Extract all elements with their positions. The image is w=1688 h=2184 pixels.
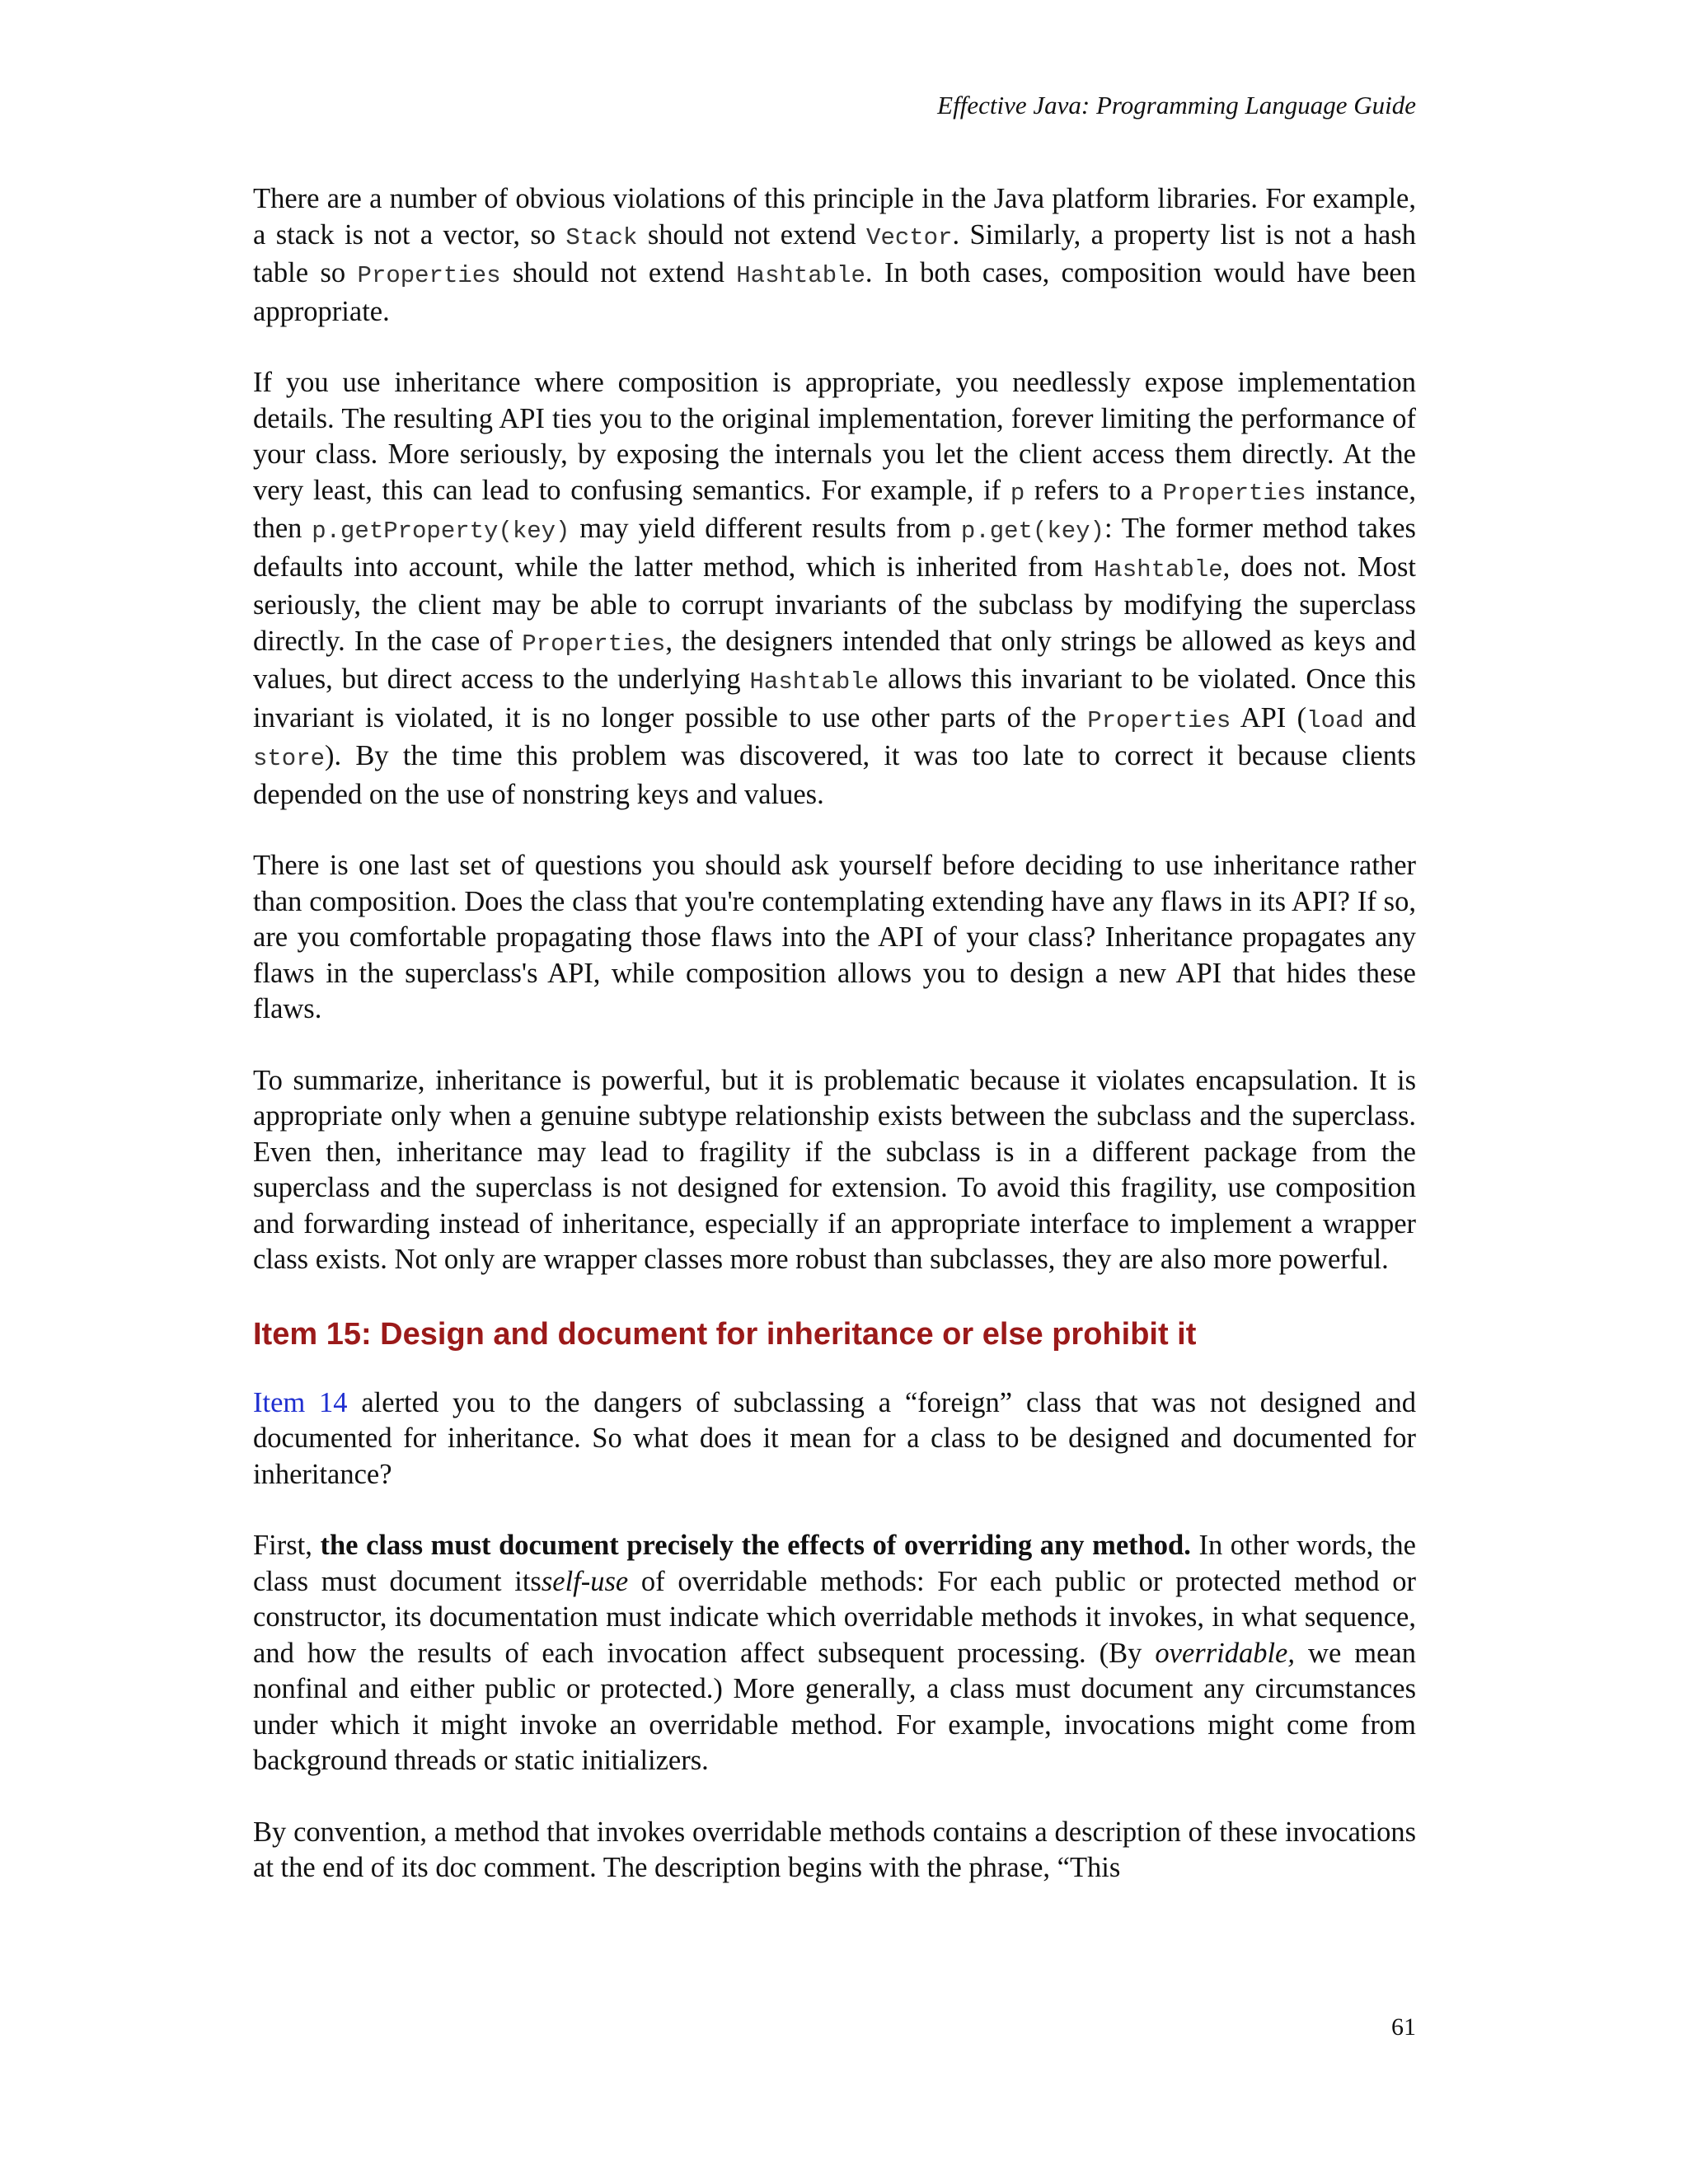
paragraph-convention: By convention, a method that invokes overridable methods contains a description of these invocations at the end of its doc comment. The description begins with the phrase, “This: [253, 1816, 1416, 1883]
italic-self-use: self-use: [541, 1565, 629, 1597]
running-header: Effective Java: Programming Language Guide: [937, 91, 1416, 120]
page-number: 61: [1391, 2013, 1416, 2041]
code-hashtable: Hashtable: [1094, 555, 1223, 583]
code-load: load: [1306, 706, 1364, 734]
code-properties: Properties: [357, 262, 501, 289]
code-stack: Stack: [565, 223, 638, 251]
paragraph-exposing-implementation: If you use inheritance where composition is appropriate, you needlessly expose implementation details. The resulting API ties you to the original implementation, forever limiting the performance of your class. More seriously, by exposing the internals you let the client access them directly. At the very least, this can lead to confusing semantics. For example, if p refers to a Properties instance, then p.getProperty(key) may yield different results from p.get(key): The former method takes defaults into account, while the latter method, which is inherited from Hashtable, does not. Most seriously, the client may be able to corrupt invariants of the subclass by modifying the superclass directly. In the case of Properties, the designers intended that only strings be allowed as keys and values, but direct access to the underlying Hashtable allows this invariant to be violated. Once this invariant is violated, it is no longer possible to use other parts of the Properties API (load and store). By the time this problem was discovered, it was too late to correct it because clients depended on the use of nonstring keys and values.: [253, 367, 1416, 810]
paragraph-composition-violations: There are a number of obvious violations of this principle in the Java platform libraries. For example, a stack is not a vector, so Stack should not extend Vector. Similarly, a property list is not a hash table so Properties should not extend Hashtable. In both cases, composition would have been appropriate.: [253, 183, 1416, 327]
bold-emphasis: the class must document precisely the effects of overriding any method.: [320, 1530, 1191, 1561]
code-vector: Vector: [866, 223, 953, 251]
code-store: store: [253, 745, 326, 772]
section-heading-item-15: Item 15: Design and document for inheritance or else prohibit it: [253, 1316, 1197, 1352]
code-getproperty: p.getProperty(key): [312, 518, 570, 545]
code-properties: Properties: [1162, 479, 1306, 507]
paragraph-item-14-reference: Item 14 alerted you to the dangers of subclassing a “foreign” class that was not designed and documented for inheritance. So what does it mean for a class to be designed and documented for inheritance?: [253, 1386, 1416, 1490]
code-p: p: [1010, 479, 1025, 507]
page-body: [253, 181, 1416, 1922]
italic-overridable: overridable,: [1155, 1637, 1295, 1669]
code-hashtable: Hashtable: [736, 262, 865, 289]
paragraph-summary: To summarize, inheritance is powerful, but it is problematic because it violates encapsulation. It is appropriate only when a genuine subtype relationship exists between the subclass and the superclass. Even then, inheritance may lead to fragility if the subclass is in a different package from the superclass and the superclass is not designed for extension. To avoid this fragility, use composition and forwarding instead of inheritance, especially if an appropriate interface to implement a wrapper class exists. Not only are wrapper classes more robust than subclasses, they are also more powerful.: [253, 1064, 1416, 1275]
code-hashtable: Hashtable: [749, 668, 879, 696]
item-14-link[interactable]: Item 14: [253, 1386, 348, 1418]
paragraph-last-questions: There is one last set of questions you should ask yourself before deciding to use inheritance rather than composition. Does the class that you're contemplating extending have any flaws in its API? If so, are you comfortable propagating those flaws into the API of your class? Inheritance propagates any flaws in the superclass's API, while composition allows you to design a new API that hides these flaws.: [253, 850, 1416, 1024]
code-properties: Properties: [1087, 706, 1231, 734]
code-get: p.get(key): [960, 518, 1104, 545]
paragraph-document-overriding: First, the class must document precisely the effects of overriding any method. In other words, the class must document itsself-use of overridable methods: For each public or protected method or constructor, its documentation must indicate which overridable methods it invokes, in what sequence, and how the results of each invocation affect subsequent processing. (By overridable, we mean nonfinal and either public or protected.) More generally, a class must document any circumstances under which it might invoke an overridable method. For example, invocations might come from background threads or static initializers.: [253, 1530, 1416, 1776]
code-properties: Properties: [522, 630, 666, 658]
